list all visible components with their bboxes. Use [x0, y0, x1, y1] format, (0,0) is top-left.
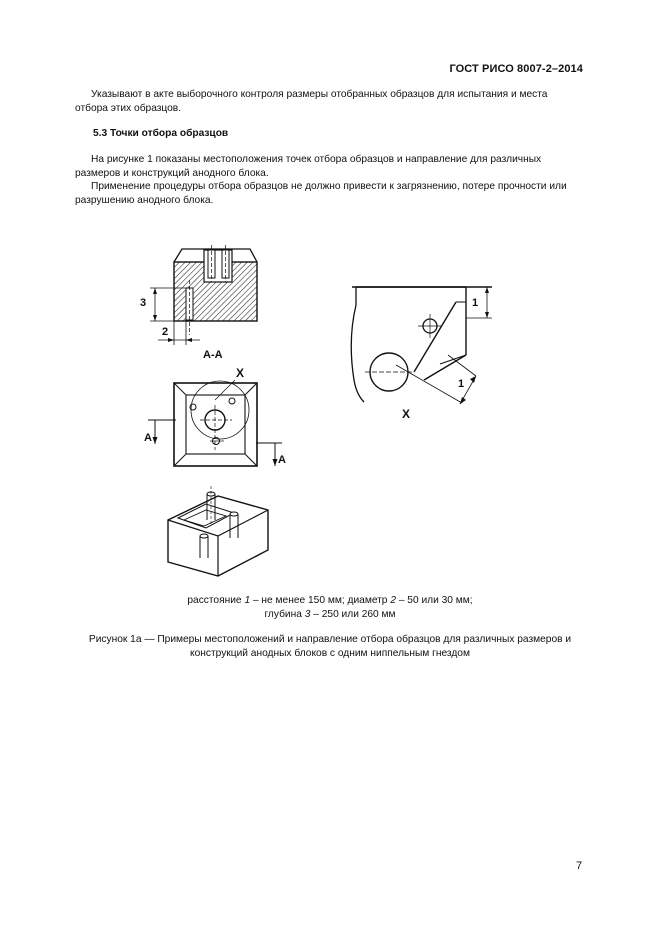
legend-number: 2	[390, 595, 396, 606]
legend-text: – 50 или 30 мм;	[395, 595, 473, 606]
figure-legend	[130, 594, 530, 621]
diagonal-distance-label: 1	[458, 378, 465, 390]
x-mark-top: Х	[236, 366, 245, 380]
section-name-label: А-А	[203, 349, 223, 361]
document-header: ГОСТ РИСО 8007-2–2014	[449, 63, 583, 75]
isometric-block-drawing	[168, 486, 268, 576]
legend-text: глубина	[264, 608, 305, 620]
intro-paragraph: Указывают в акте выборочного контроля размеры отобранных образцов для испытания и места отбора этих образцов.	[75, 89, 548, 115]
distance-dimension-label: 2	[162, 326, 169, 338]
a-mark-left: А	[144, 432, 152, 444]
plan-view-drawing	[148, 380, 282, 466]
legend-number: 1	[244, 595, 251, 606]
section-title: 5.3 Точки отбора образцов	[93, 128, 229, 139]
right-distance-label: 1	[472, 297, 479, 309]
section-paragraph-1: На рисунке 1 показаны местоположения точек отбора образцов и направление для различных размеров и конструкций анодного блока.	[75, 154, 542, 180]
legend-line-1	[130, 594, 530, 608]
legend-number: 3	[304, 608, 311, 620]
legend-text: – не менее 150 мм; диаметр	[250, 595, 391, 606]
legend-text: – 250 или 260 мм	[310, 608, 396, 620]
page-number: 7	[576, 860, 583, 872]
section-paragraph-2: Применение процедуры отбора образцов не должно привести к загрязнению, потере прочности или разрушению анодного блока.	[75, 181, 567, 207]
a-mark-right: А	[278, 454, 286, 466]
legend-line-2	[130, 608, 530, 622]
detail-view-drawing	[351, 287, 492, 404]
legend-text: расстояние	[187, 595, 245, 606]
figure-caption: Рисунок 1а — Примеры местоположений и направление отбора образцов для различных размеров и конструкций анодных блоков с одним ниппельным гнездом	[88, 634, 572, 659]
x-mark-right: Х	[402, 407, 411, 421]
depth-dimension-label: 3	[140, 297, 147, 309]
